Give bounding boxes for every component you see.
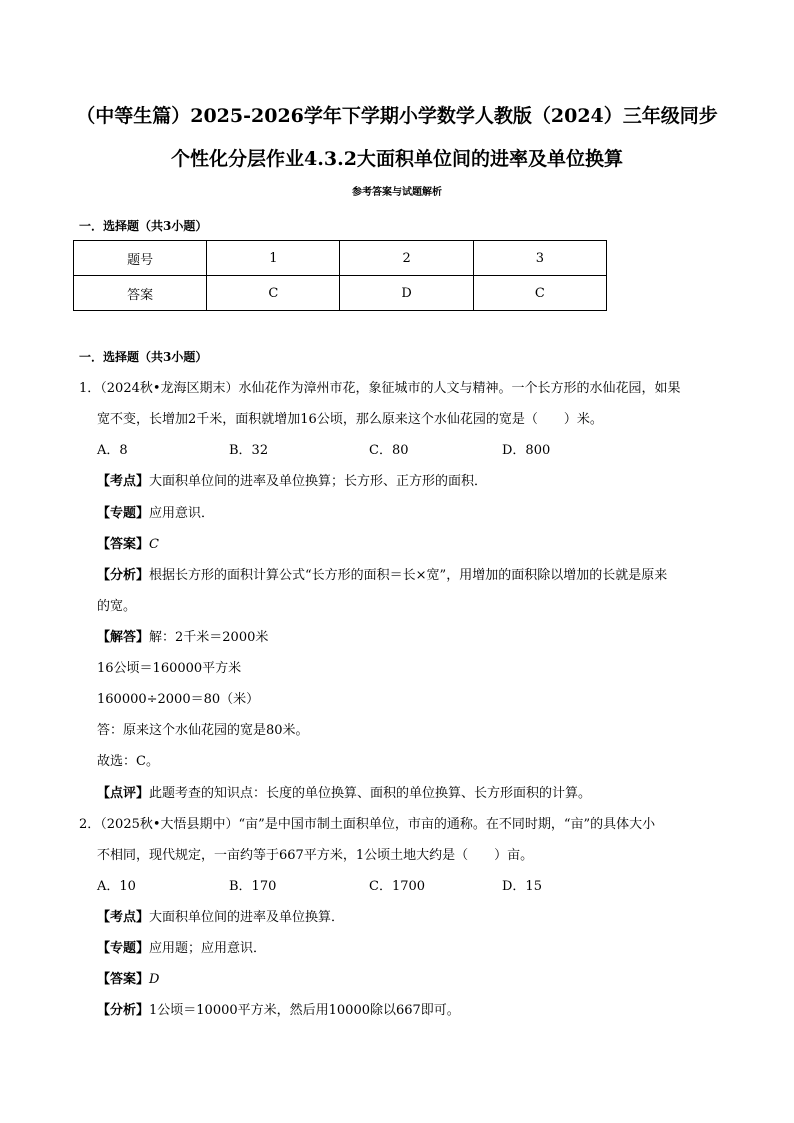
q1-fenxi-line2: 的宽。 <box>97 599 137 614</box>
q1-option-b: B．32 <box>229 443 269 458</box>
q1-stem-line1: 1．（2024秋•龙海区期末）水仙花作为漳州市花，象征城市的人文与精神。一个长方形的水仙花园，如果 <box>79 381 681 396</box>
q2-option-c: C．1700 <box>369 879 426 894</box>
q1-jieda-line3: 160000÷2000＝80（米） <box>97 692 260 707</box>
q1-kaodian-tag: 【考点】 <box>97 474 150 489</box>
q1-stem-line2: 宽不变，长增加2千米，面积就增加16公顷，那么原来这个水仙花园的宽是（ ）米。 <box>97 412 603 427</box>
q2-option-a: A．10 <box>97 879 136 894</box>
q2-fenxi <box>97 1002 460 1020</box>
q1-zhuanti <box>97 505 214 523</box>
q2-stem-line1: 2．（2025秋•大悟县期中）“亩”是中国市制土面积单位，市亩的通称。在不同时期，“亩”的具体大小 <box>79 817 656 832</box>
page-title-line1: （中等生篇）2025-2026学年下学期小学数学人教版（2024）三年级同步 <box>76 105 718 127</box>
q1-daan-text: C <box>149 537 159 552</box>
table-row <box>74 276 607 311</box>
table-answer-label: 答案 <box>74 276 207 311</box>
table-cell: 2 <box>340 241 473 276</box>
q2-fenxi-tag: 【分析】 <box>97 1003 150 1018</box>
section-title-questions: 一．选择题（共3小题） <box>79 350 208 364</box>
q2-option-d: D．15 <box>502 879 542 894</box>
q1-option-a: A．8 <box>97 443 128 458</box>
q1-zhuanti-tag: 【专题】 <box>97 506 150 521</box>
table-cell: C <box>207 276 340 311</box>
q2-fenxi-text: 1公顷＝10000平方米，然后用10000除以667即可。 <box>149 1003 460 1018</box>
q1-jieda-text: 解：2千米＝2000米 <box>149 630 269 645</box>
q1-jieda-line2: 16公顷＝160000平方米 <box>97 661 242 676</box>
table-row <box>74 241 607 276</box>
q2-zhuanti-text: 应用题；应用意识． <box>149 941 267 956</box>
q1-jieda <box>97 629 268 647</box>
q1-kaodian-text: 大面积单位间的进率及单位换算；长方形、正方形的面积． <box>149 474 488 489</box>
q1-daan <box>97 536 159 554</box>
q1-dianping-tag: 【点评】 <box>97 786 150 801</box>
q2-kaodian-text: 大面积单位间的进率及单位换算． <box>149 910 345 925</box>
answer-table <box>73 240 607 311</box>
q1-option-d: D．800 <box>502 443 551 458</box>
q1-jieda-tag: 【解答】 <box>97 630 150 645</box>
page-subtitle: 参考答案与试题解析 <box>352 187 442 198</box>
q1-daan-tag: 【答案】 <box>97 537 150 552</box>
q2-daan <box>97 971 159 989</box>
section-title-answers: 一．选择题（共3小题） <box>79 219 208 233</box>
table-cell: C <box>473 276 606 311</box>
q2-kaodian <box>97 909 344 927</box>
table-cell: D <box>340 276 473 311</box>
q2-zhuanti <box>97 940 266 958</box>
q1-dianping <box>97 785 591 803</box>
q1-jieda-line4: 答：原来这个水仙花园的宽是80米。 <box>97 723 309 738</box>
q1-fenxi-tag: 【分析】 <box>97 568 150 583</box>
q2-daan-tag: 【答案】 <box>97 972 150 987</box>
table-cell: 3 <box>473 241 606 276</box>
q1-fenxi-text: 根据长方形的面积计算公式“长方形的面积＝长×宽”，用增加的面积除以增加的长就是原来 <box>149 568 668 583</box>
q1-option-c: C．80 <box>369 443 409 458</box>
q2-option-b: B．170 <box>229 879 277 894</box>
q1-kaodian <box>97 473 487 491</box>
table-header-label: 题号 <box>74 241 207 276</box>
q1-jieda-line5: 故选：C。 <box>97 754 159 769</box>
page-title-line2: 个性化分层作业4.3.2大面积单位间的进率及单位换算 <box>171 148 623 170</box>
q1-fenxi <box>97 567 667 585</box>
q2-stem-line2: 不相同，现代规定，一亩约等于667平方米，1公顷土地大约是（ ）亩。 <box>97 848 534 863</box>
q2-kaodian-tag: 【考点】 <box>97 910 150 925</box>
q2-daan-text: D <box>149 972 160 987</box>
q1-zhuanti-text: 应用意识． <box>149 506 215 521</box>
q2-zhuanti-tag: 【专题】 <box>97 941 150 956</box>
table-cell: 1 <box>207 241 340 276</box>
q1-dianping-text: 此题考查的知识点：长度的单位换算、面积的单位换算、长方形面积的计算。 <box>149 786 592 801</box>
